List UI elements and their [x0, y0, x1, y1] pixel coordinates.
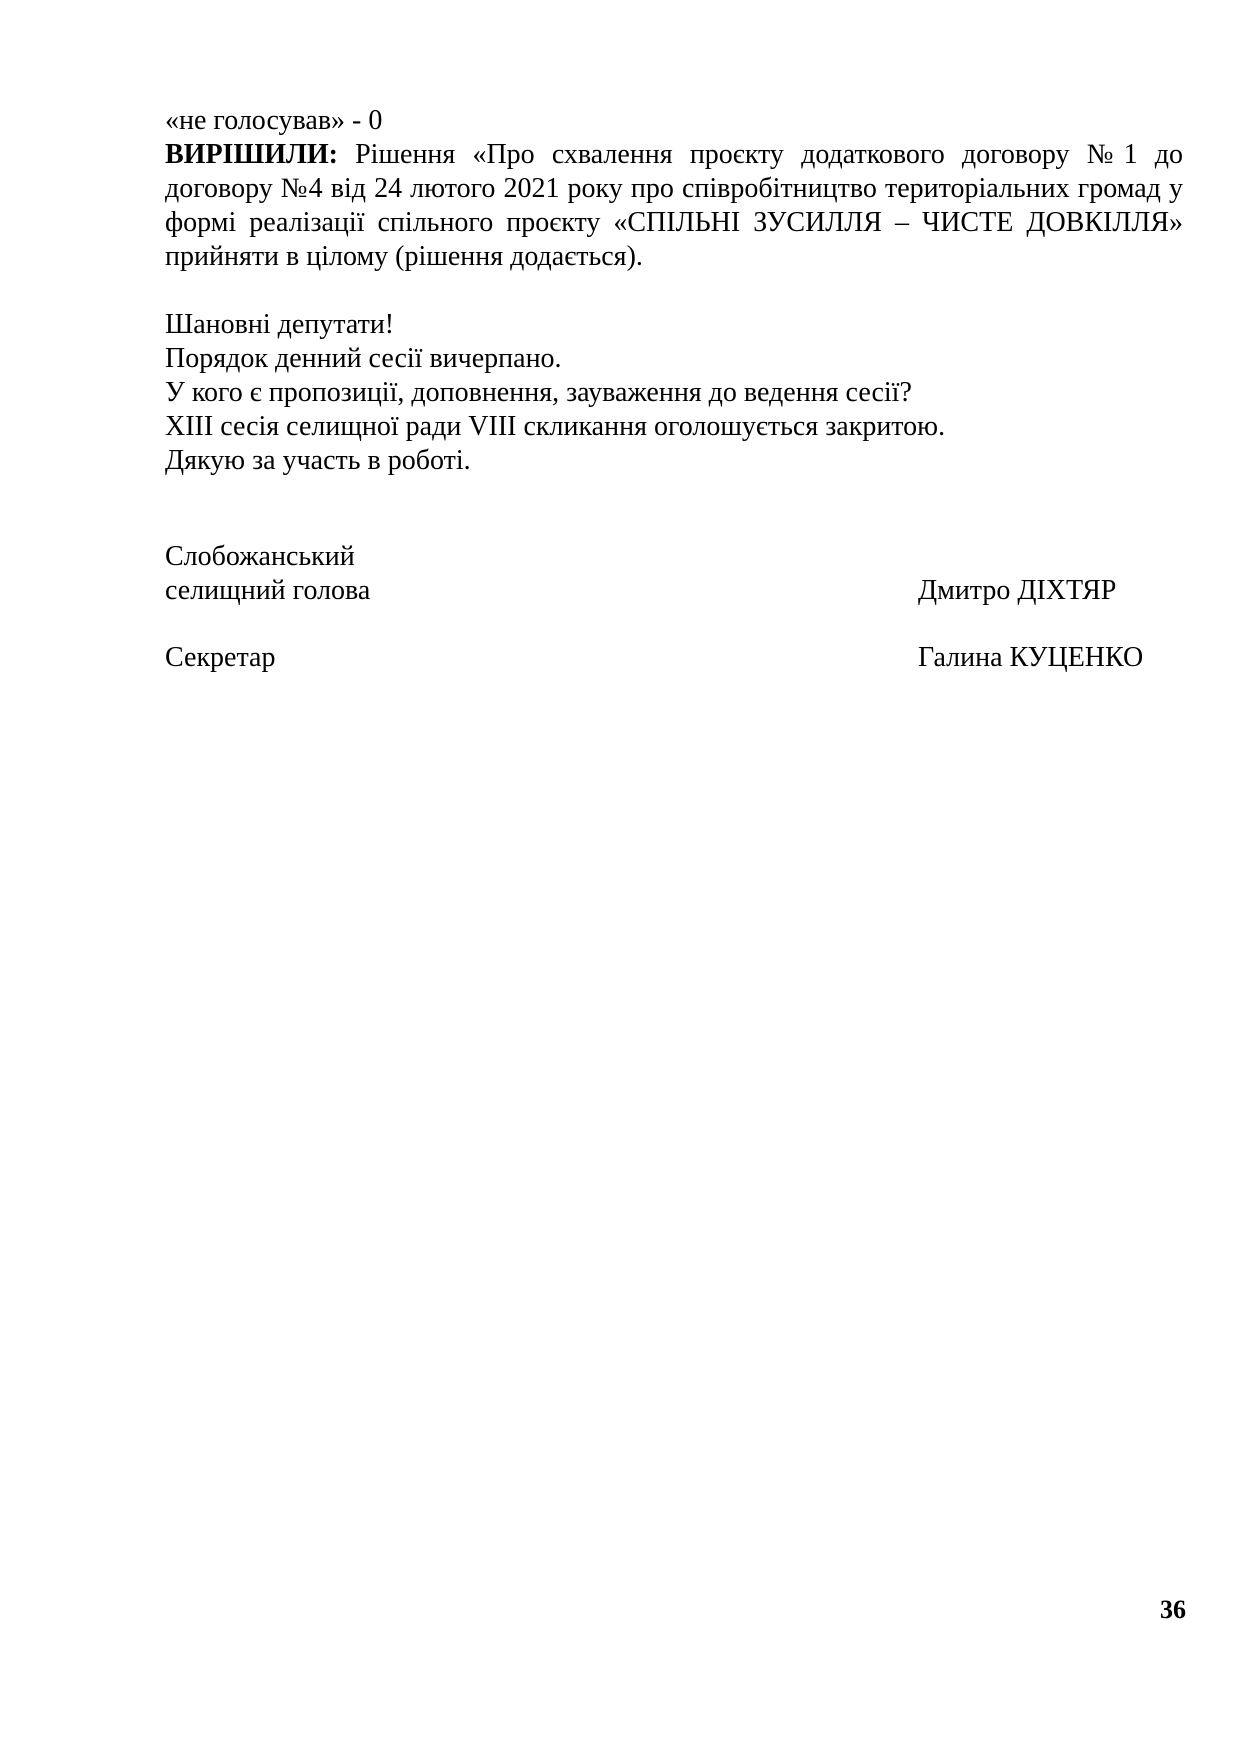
decision-text: Рішення «Про схвалення проєкту додаткового договору №1 до договору №4 від 24 лютого 2021 року про співробітництво територіальних громад у формі реалізації спільного проєкту «СПІЛЬНІ ЗУСИЛЛЯ – ЧИСТЕ ДОВКІЛЛЯ» прийняти в цілому (рішення додається). [165, 139, 1183, 272]
closing-line: XIII сесія селищної ради VIII скликання оголошується закритою. [165, 411, 946, 442]
decision-paragraph [165, 138, 1183, 274]
closing-remarks [165, 308, 1165, 478]
secretary-name: Галина КУЦЕНКО [918, 642, 1144, 673]
closing-line: Шановні депутати! [165, 309, 395, 340]
closing-line: Порядок денний сесії вичерпано. [165, 343, 562, 374]
decision-label: ВИРІШИЛИ: [165, 139, 338, 170]
page-number: 36 [1160, 1595, 1186, 1624]
closing-line: Дякую за участь в роботі. [165, 445, 471, 476]
closing-line: У кого є пропозиції, доповнення, зауваження до ведення сесії? [165, 377, 912, 408]
head-title-line1: Слобожанський [165, 541, 355, 572]
head-title-line2: селищний голова [165, 575, 371, 606]
secretary-title: Секретар [165, 642, 276, 673]
vote-result-line: «не голосував» - 0 [165, 105, 383, 136]
head-name: Дмитро ДІХТЯР [918, 575, 1117, 606]
